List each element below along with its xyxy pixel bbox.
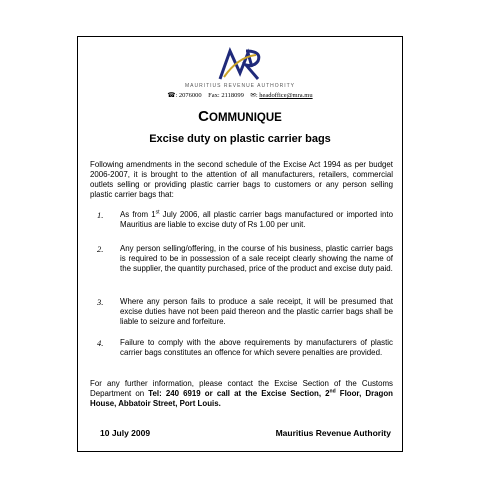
item-number: 2.: [97, 244, 104, 254]
list-item: [97, 338, 393, 358]
envelope-icon: ✉: [250, 92, 256, 99]
email-link[interactable]: headoffice@mra.mu: [259, 92, 313, 99]
list-item: [97, 244, 393, 274]
list-item: [97, 210, 393, 230]
intro-paragraph: Following amendments in the second schedule of the Excise Act 1994 as per budget 2006-2007, it is brought to the attention of all manufacturers, retailers, commercial outlets selling or providing plastic carrier bags to customers or any person selling plastic carrier bags that:: [90, 160, 393, 199]
mra-logo: [218, 47, 264, 81]
fax-number: Fax: 2118099: [208, 92, 244, 99]
subtitle: Excise duty on plastic carrier bags: [149, 133, 331, 145]
page-title: COMMUNIQUE: [198, 108, 282, 125]
signatory: Mauritius Revenue Authority: [275, 428, 391, 438]
item-number: 1.: [97, 210, 104, 220]
telephone-icon: ☎: [167, 92, 176, 99]
item-text: Where any person fails to produce a sale receipt, it will be presumed that excise duties have not been paid thereon and the plastic carrier bags shall be liable to seizure and forfeiture.: [120, 297, 393, 326]
item-text: As from 1st July 2006, all plastic carrier bags manufactured or imported into Mauritius are liable to excise duty of Rs 1.00 per unit.: [120, 209, 393, 229]
organization-name: MAURITIUS REVENUE AUTHORITY: [184, 83, 296, 89]
contact-line: ☎: 2076000 Fax: 2118099 ✉: headoffice@mra.mu: [167, 92, 313, 99]
list-item: [97, 297, 393, 327]
issue-date: 10 July 2009: [100, 428, 151, 438]
contact-paragraph: For any further information, please contact the Excise Section of the Customs Department on Tel: 240 6919 or call at the Excise Section, 2nd Floor, Dragon House, Abbatoir Street, Port Louis.: [90, 379, 394, 408]
item-text: Any person selling/offering, in the course of his business, plastic carrier bags is required to be in possession of a sale receipt clearly showing the name of the supplier, the quantity purchased, price of the product and excise duty paid.: [120, 244, 393, 273]
item-text: Failure to comply with the above requirements by manufacturers of plastic carrier bags constitutes an offence for which severe penalties are provided.: [120, 338, 393, 357]
phone-number: 2076000: [178, 92, 202, 99]
item-number: 3.: [97, 297, 104, 307]
item-number: 4.: [97, 338, 104, 348]
